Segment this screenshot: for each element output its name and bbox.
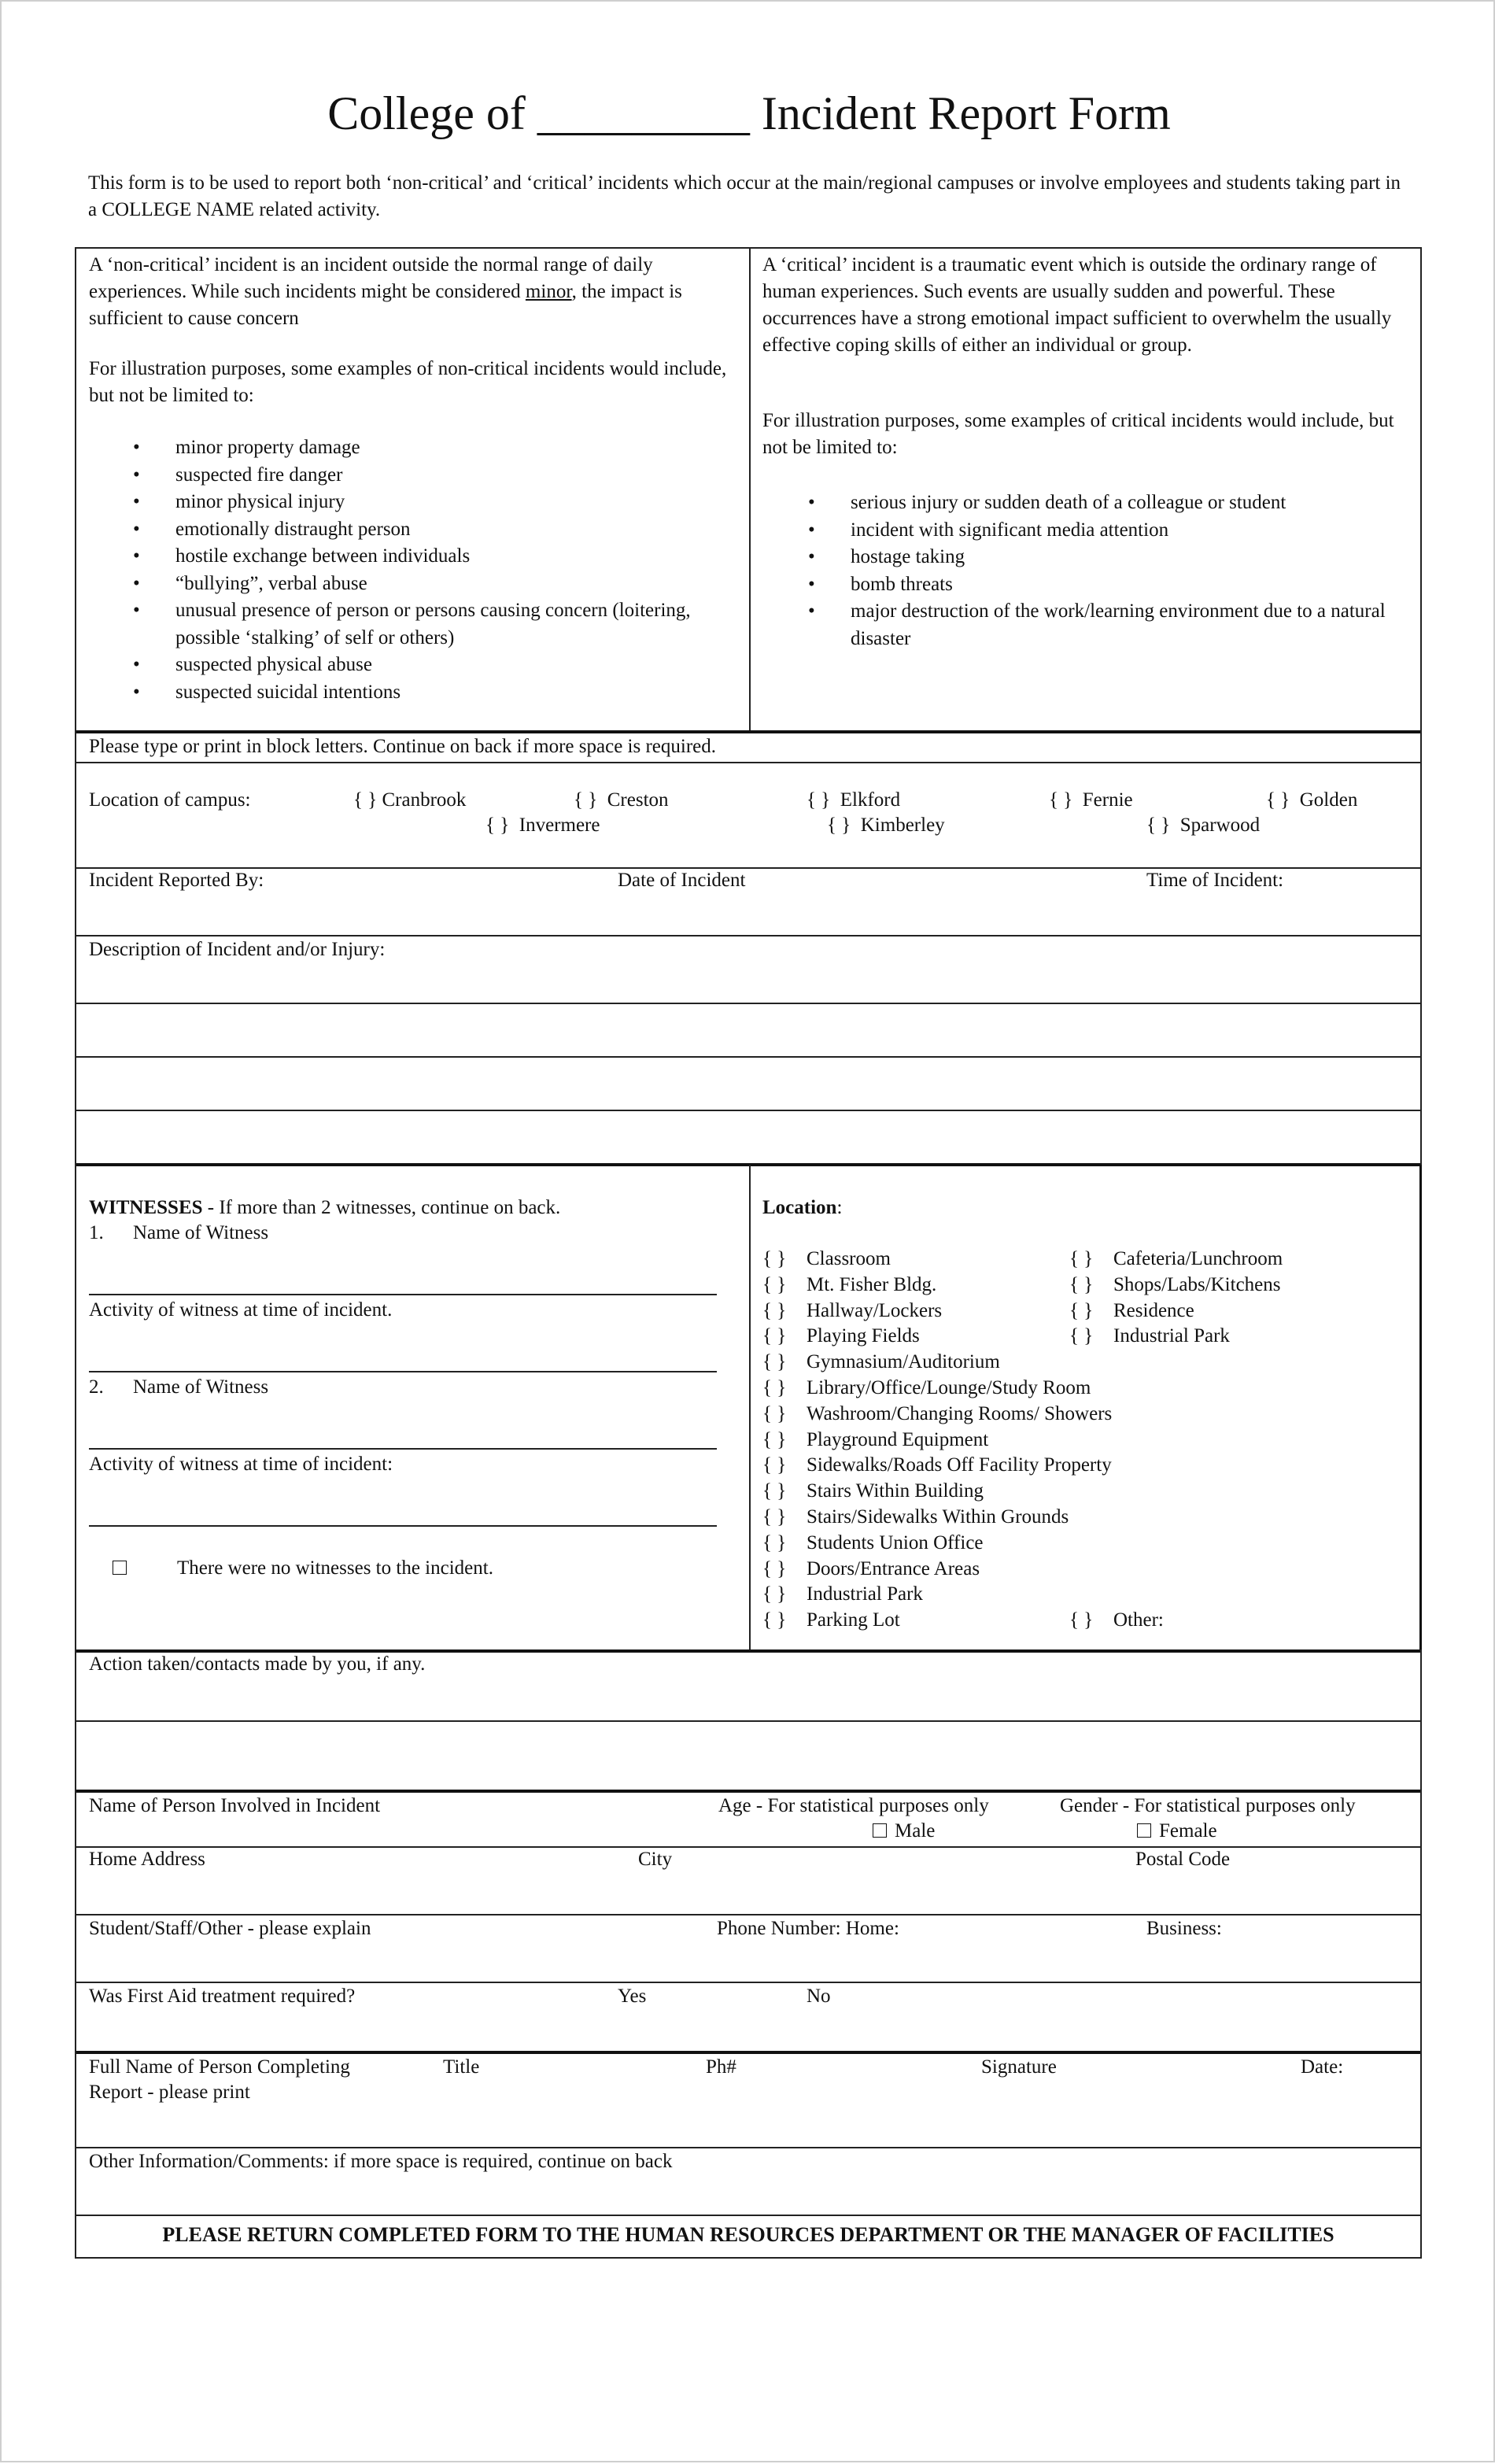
checkbox-bracket[interactable]: { }: [762, 1583, 787, 1605]
location-option-label: Stairs/Sidewalks Within Grounds: [807, 1506, 1069, 1528]
location-option[interactable]: [762, 1530, 984, 1556]
checkbox-bracket[interactable]: { }: [1069, 1248, 1094, 1269]
action-taken-label[interactable]: Action taken/contacts made by you, if any.: [89, 1653, 426, 1675]
list-item: [133, 652, 726, 679]
location-option-label: Students Union Office: [807, 1531, 984, 1553]
business-phone-label[interactable]: Business:: [1146, 1918, 1222, 1939]
location-option[interactable]: [1069, 1272, 1281, 1298]
gender-female-option[interactable]: Female: [1137, 1818, 1217, 1845]
list-item-text: major destruction of the work/learning environment due to a natural disaster: [851, 600, 1386, 649]
bullet-icon: •: [133, 654, 140, 675]
location-option-label: Parking Lot: [807, 1609, 900, 1631]
checkbox-bracket[interactable]: { }: [1069, 1273, 1094, 1295]
witness-location-divider: [749, 1165, 751, 1649]
bullet-icon: •: [808, 600, 815, 622]
list-item: [133, 516, 726, 544]
campus-option-sparwood[interactable]: { } Sparwood: [1146, 815, 1261, 836]
campus-option-elkford[interactable]: { } Elkford: [807, 789, 901, 811]
action-taken-line[interactable]: [76, 1720, 1420, 1722]
location-option[interactable]: [1069, 1246, 1283, 1272]
location-option-label: Library/Office/Lounge/Study Room: [807, 1377, 1091, 1398]
checkbox-bracket[interactable]: { }: [762, 1248, 787, 1269]
campus-option-creston[interactable]: { } Creston: [574, 789, 669, 811]
completer-title-label[interactable]: Title: [443, 2056, 480, 2078]
checkbox-bracket[interactable]: { }: [1069, 1325, 1094, 1347]
location-option-label: Residence: [1113, 1299, 1194, 1321]
checkbox-icon[interactable]: [113, 1561, 127, 1575]
first-aid-question: Was First Aid treatment required?: [89, 1986, 356, 2007]
completer-date-label[interactable]: Date:: [1301, 2056, 1344, 2078]
list-item-text: hostile exchange between individuals: [175, 545, 471, 567]
location-option[interactable]: [762, 1375, 1091, 1401]
location-option[interactable]: [1069, 1298, 1194, 1324]
list-item-text: suspected physical abuse: [175, 654, 372, 675]
location-option-label: Cafeteria/Lunchroom: [1113, 1248, 1283, 1269]
checkbox-bracket[interactable]: { }: [762, 1273, 787, 1295]
location-option-label: Industrial Park: [807, 1583, 923, 1605]
witness-2-activity-line[interactable]: [89, 1525, 717, 1527]
date-of-incident-label[interactable]: Date of Incident: [618, 870, 746, 891]
list-item: [133, 597, 726, 652]
list-item: [133, 571, 726, 598]
gender-label: Gender - For statistical purposes only: [1060, 1795, 1356, 1816]
checkbox-icon[interactable]: [1137, 1823, 1151, 1838]
list-item-text: suspected suicidal intentions: [175, 681, 401, 703]
location-heading: Location:: [762, 1197, 843, 1218]
completer-signature-label[interactable]: Signature: [981, 2056, 1057, 2078]
checkbox-bracket[interactable]: { }: [762, 1557, 787, 1579]
list-item-text: suspected fire danger: [175, 464, 343, 486]
location-option[interactable]: [762, 1298, 942, 1324]
reported-by-label[interactable]: Incident Reported By:: [89, 870, 264, 891]
critical-definition: A ‘critical’ incident is a traumatic event which is outside the ordinary range of human experiences. Such events are usually sudden and powerful. These occurrences have a strong emotional impact sufficient to overwhelm the usually effective coping skills of either an individual or group.: [762, 254, 1392, 356]
page-title: College of _________ Incident Report Form: [327, 87, 1171, 139]
campus-option-cranbrook[interactable]: { } Cranbrook: [353, 789, 467, 811]
location-option[interactable]: [762, 1323, 920, 1349]
incident-form: [75, 247, 1422, 2259]
checkbox-bracket[interactable]: { }: [1069, 1299, 1094, 1321]
critical-examples-intro: For illustration purposes, some examples of critical incidents would include, but not be limited to:: [762, 410, 1394, 458]
location-option[interactable]: [762, 1581, 923, 1607]
checkbox-bracket[interactable]: { }: [762, 1325, 787, 1347]
no-witnesses-label: There were no witnesses to the incident.: [177, 1557, 493, 1579]
list-item: [133, 543, 726, 571]
list-item: [133, 462, 726, 489]
location-option-label: Hallway/Lockers: [807, 1299, 943, 1321]
location-option-label: Mt. Fisher Bldg.: [807, 1273, 937, 1295]
list-item: [808, 489, 1417, 517]
list-item-text: hostage taking: [851, 546, 965, 567]
location-option-label: Gymnasium/Auditorium: [807, 1351, 1000, 1373]
location-option[interactable]: [1069, 1323, 1230, 1349]
location-option-label: Stairs Within Building: [807, 1480, 984, 1502]
bullet-icon: •: [133, 600, 140, 621]
checkbox-bracket[interactable]: { }: [762, 1480, 787, 1502]
witness-2-activity-label: Activity of witness at time of incident:: [89, 1454, 393, 1475]
bullet-icon: •: [133, 491, 140, 512]
location-option[interactable]: [762, 1504, 1069, 1530]
incident-report-page: [2, 2, 1495, 2464]
bullet-icon: •: [133, 681, 140, 703]
campus-label: Location of campus:: [89, 789, 251, 811]
witness-1-activity-line[interactable]: [89, 1371, 717, 1372]
checkbox-bracket[interactable]: { }: [762, 1351, 787, 1373]
witness-2-name-line[interactable]: [89, 1448, 717, 1450]
location-option[interactable]: [762, 1272, 936, 1298]
bullet-icon: •: [808, 546, 815, 567]
list-item-text: incident with significant media attention: [851, 519, 1169, 541]
checkbox-bracket[interactable]: { }: [762, 1506, 787, 1528]
campus-option-fernie[interactable]: { } Fernie: [1049, 789, 1133, 811]
phone-home-label[interactable]: Phone Number: Home:: [717, 1918, 899, 1939]
bullet-icon: •: [133, 437, 140, 458]
location-option[interactable]: [762, 1607, 900, 1633]
campus-option-golden[interactable]: { } Golden: [1266, 789, 1358, 811]
bullet-icon: •: [808, 519, 815, 541]
witness-1-number: 1.: [89, 1222, 104, 1243]
location-option-label: Playing Fields: [807, 1325, 920, 1347]
location-option[interactable]: [762, 1452, 1112, 1478]
location-option-label: Classroom: [807, 1248, 891, 1269]
witness-2-number: 2.: [89, 1376, 104, 1398]
checkbox-bracket[interactable]: { }: [762, 1609, 787, 1631]
noncritical-examples-intro: For illustration purposes, some examples of non-critical incidents would include, but not be limited to:: [89, 358, 727, 406]
checkbox-icon[interactable]: [873, 1823, 887, 1838]
location-option[interactable]: [762, 1246, 891, 1272]
list-item: [808, 517, 1417, 545]
print-instructions: Please type or print in block letters. Continue on back if more space is required.: [89, 736, 716, 757]
list-item: [808, 544, 1417, 571]
first-aid-yes[interactable]: Yes: [618, 1986, 647, 2007]
bullet-icon: •: [133, 572, 140, 594]
description-line[interactable]: [76, 1003, 1420, 1004]
campus-option-kimberley[interactable]: { } Kimberley: [827, 815, 945, 836]
other-info-label[interactable]: Other Information/Comments: if more space is required, continue on back: [89, 2151, 673, 2172]
noncritical-definition: A ‘non-critical’ incident is an incident outside the normal range of daily experiences. While such incidents might be considered minor, the impact is sufficient to cause concern: [89, 254, 682, 329]
definitions-divider: [749, 249, 751, 730]
postal-code-label[interactable]: Postal Code: [1135, 1849, 1231, 1870]
bullet-icon: •: [808, 573, 815, 595]
location-option-label: Industrial Park: [1113, 1325, 1230, 1347]
list-item: [133, 489, 726, 516]
location-option[interactable]: [762, 1478, 984, 1504]
location-option[interactable]: [762, 1556, 980, 1582]
campus-option-invermere[interactable]: { } Invermere: [485, 815, 600, 836]
location-option[interactable]: [762, 1427, 988, 1453]
witness-2-name-label: Name of Witness: [133, 1376, 269, 1398]
critical-list: [808, 489, 1417, 652]
checkbox-bracket[interactable]: { }: [762, 1454, 787, 1476]
list-item-text: “bullying”, verbal abuse: [175, 572, 367, 594]
list-item-text: unusual presence of person or persons causing concern (loitering, possible ‘stalking’ of self or others): [175, 600, 691, 648]
return-instructions: PLEASE RETURN COMPLETED FORM TO THE HUMAN RESOURCES DEPARTMENT OR THE MANAGER OF FACILITIES: [162, 2223, 1334, 2246]
list-item-text: minor physical injury: [175, 491, 345, 512]
bullet-icon: •: [133, 464, 140, 486]
completer-name-label-1[interactable]: Full Name of Person Completing: [89, 2056, 350, 2078]
list-item: [133, 434, 726, 462]
bullet-icon: •: [808, 492, 815, 513]
checkbox-bracket[interactable]: { }: [762, 1428, 787, 1450]
home-address-label[interactable]: Home Address: [89, 1849, 205, 1870]
city-label[interactable]: City: [638, 1849, 673, 1870]
checkbox-bracket[interactable]: { }: [762, 1377, 787, 1398]
first-aid-no[interactable]: No: [807, 1986, 831, 2007]
checkbox-bracket[interactable]: { }: [762, 1299, 787, 1321]
description-label[interactable]: Description of Incident and/or Injury:: [89, 939, 386, 960]
bullet-icon: •: [133, 518, 140, 540]
list-item: [808, 571, 1417, 599]
completer-phone-label[interactable]: Ph#: [706, 2056, 736, 2078]
location-option[interactable]: [762, 1401, 1112, 1427]
witnesses-heading: WITNESSES - If more than 2 witnesses, continue on back.: [89, 1197, 561, 1218]
person-name-label[interactable]: Name of Person Involved in Incident: [89, 1795, 381, 1816]
age-label[interactable]: Age - For statistical purposes only: [718, 1795, 989, 1816]
list-item-text: minor property damage: [175, 437, 360, 458]
description-line[interactable]: [76, 1110, 1420, 1111]
student-staff-label[interactable]: Student/Staff/Other - please explain: [89, 1918, 371, 1939]
location-option-label: Sidewalks/Roads Off Facility Property: [807, 1454, 1112, 1476]
list-item-text: emotionally distraught person: [175, 518, 411, 540]
location-option-other[interactable]: { } Other:: [1069, 1609, 1164, 1631]
noncritical-list: [133, 434, 726, 706]
gender-male-option[interactable]: Male: [873, 1818, 935, 1845]
location-option[interactable]: [762, 1349, 1000, 1375]
completer-name-label-2: Report - please print: [89, 2082, 250, 2103]
location-option-label: Doors/Entrance Areas: [807, 1557, 980, 1579]
no-witnesses-checkbox[interactable]: [113, 1555, 135, 1582]
list-item: [808, 598, 1417, 652]
witness-1-name-line[interactable]: [89, 1294, 717, 1295]
description-line[interactable]: [76, 1056, 1420, 1058]
location-option-label: Shops/Labs/Kitchens: [1113, 1273, 1281, 1295]
time-of-incident-label[interactable]: Time of Incident:: [1146, 870, 1284, 891]
intro-text: This form is to be used to report both ‘non-critical’ and ‘critical’ incidents which occur at the main/regional campuses or involve employees and students taking part in a COLLEGE NAME related activity.: [88, 172, 1401, 220]
list-item-text: bomb threats: [851, 573, 953, 595]
checkbox-bracket[interactable]: { }: [762, 1531, 787, 1553]
list-item-text: serious injury or sudden death of a colleague or student: [851, 492, 1286, 513]
witness-1-activity-label: Activity of witness at time of incident.: [89, 1299, 393, 1321]
list-item: [133, 679, 726, 707]
bullet-icon: •: [133, 545, 140, 567]
witness-1-name-label: Name of Witness: [133, 1222, 269, 1243]
location-option-label: Washroom/Changing Rooms/ Showers: [807, 1402, 1113, 1424]
location-option-label: Playground Equipment: [807, 1428, 989, 1450]
checkbox-bracket[interactable]: { }: [762, 1402, 787, 1424]
